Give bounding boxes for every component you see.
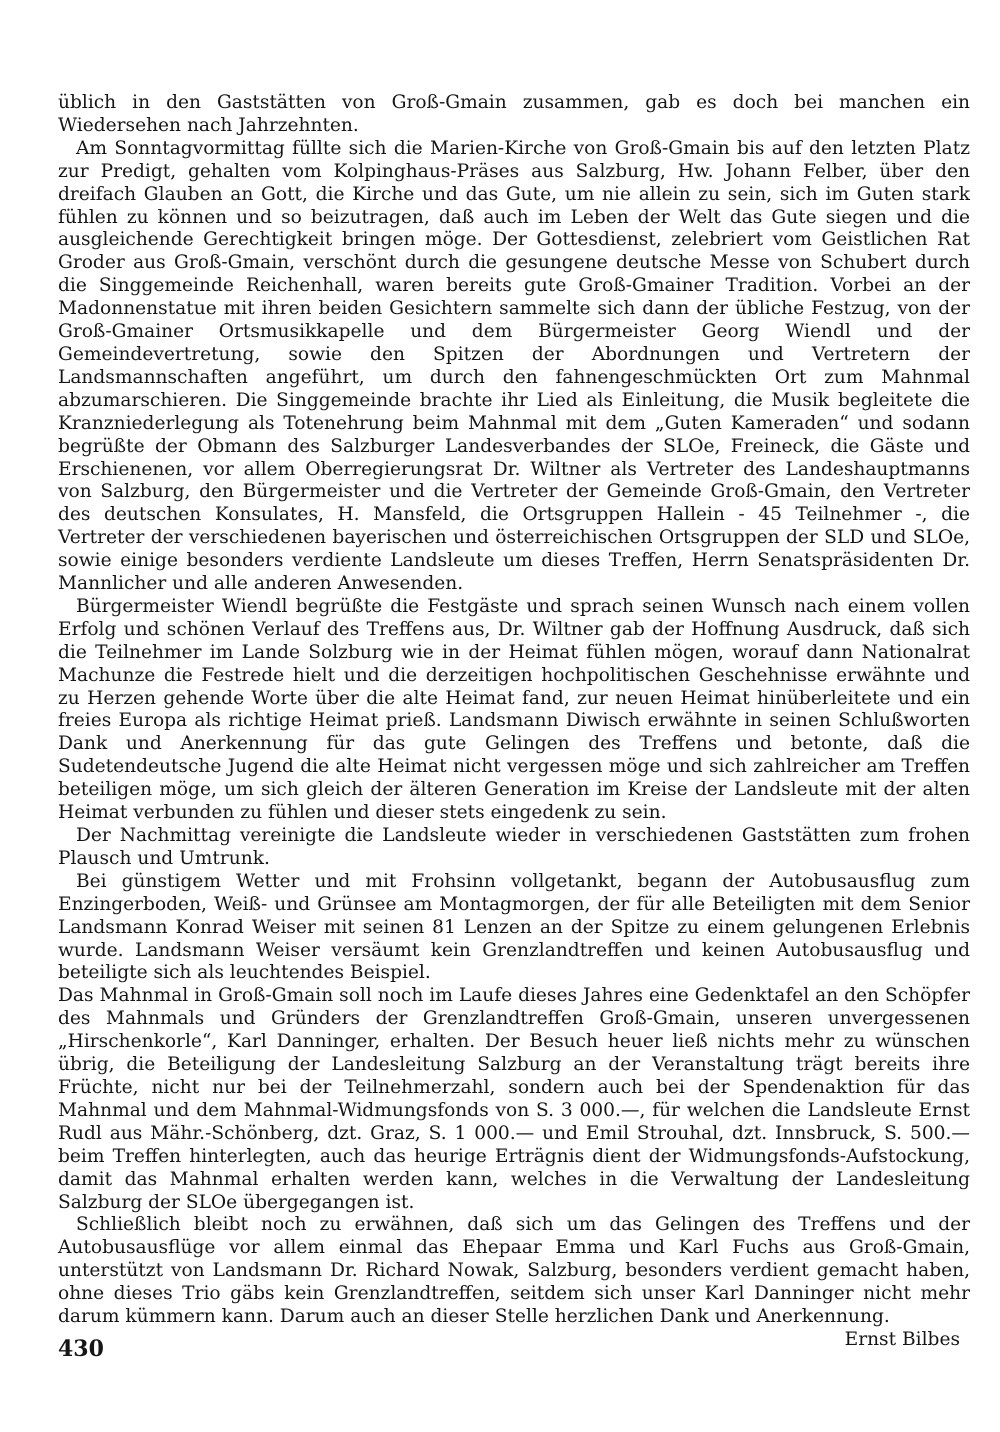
paragraph-memorial-plaque: Das Mahnmal in Groß-Gmain soll noch im Laufe dieses Jahres eine Gedenktafel an den Schöpfer des Mahnmals und Gründers der Grenzlandtreffen Groß-Gmain, unseren unvergessenen „Hirschenkorle“, Karl Danninger, erhalten. Der Besuch heuer ließ nichts mehr zu wünschen übrig, die Beteiligung der Landesleitung Salzburg an der Veranstaltung trägt bereits ihre Früchte, nicht nur bei der Teilnehmerzahl, sondern auch bei der Spendenaktion für das Mahnmal und dem Mahnmal-Widmungsfonds von S. 3 000.—, für welchen die Landsleute Ernst Rudl aus Mähr.-Schönberg, dzt. Graz, S. 1 000.— und Emil Strouhal, dzt. Innsbruck, S. 500.— beim Treffen hinterlegten, auch das heurige Erträgnis dient der Widmungsfonds-Aufstockung, damit das Mahnmal erhalten werden kann, welches in die Verwaltung der Landesleitung Salzburg der SLOe übergegangen ist.: [58, 985, 970, 1213]
author-signature: Ernst Bilbes: [844, 1328, 960, 1350]
paragraph-afternoon: Der Nachmittag vereinigte die Landsleute wieder in verschiedenen Gaststätten zum frohen Plausch und Umtrunk.: [58, 825, 970, 869]
paragraph-church-and-festzug: Am Sonntagvormittag füllte sich die Marien-Kirche von Groß-Gmain bis auf den letzten Platz zur Predigt, gehalten vom Kolpinghaus-Präses aus Salzburg, Hw. Johann Felber, über den dreifach Glauben an Gott, die Kirche und das Gute, um nie allein zu sein, sich im Guten stark fühlen zu können und so beizutragen, daß auch im Leben der Welt das Gute siegen und die ausgleichende Gerechtigkeit bringen möge. Der Gottesdienst, zelebriert vom Geistlichen Rat Groder aus Groß-Gmain, verschönt durch die gesungene deutsche Messe von Schubert durch die Singgemeinde Reichenhall, waren bereits gute Groß-Gmainer Tradition. Vorbei an der Madonnenstatue mit ihren beiden Gesichtern sammelte sich dann der übliche Festzug, von der Groß-Gmainer Ortsmusikkapelle und dem Bürgermeister Georg Wiendl und der Gemeindevertretung, sowie den Spitzen der Abordnungen und Vertretern der Landsmannschaften angeführt, um durch den fahnengeschmückten Ort zum Mahnmal abzumarschieren. Die Singgemeinde brachte ihr Lied als Einleitung, die Musik begleitete die Kranzniederlegung als Totenehrung beim Mahnmal mit dem „Guten Kameraden“ und sodann begrüßte der Obmann des Salzburger Landesverbandes der SLOe, Freineck, die Gäste und Erschienenen, vor allem Oberregierungsrat Dr. Wiltner als Vertreter des Landeshauptmanns von Salzburg, den Bürgermeister und die Vertreter der Gemeinde Groß-Gmain, den Vertreter des deutschen Konsulates, H. Mansfeld, die Ortsgruppen Hallein - 45 Teilnehmer -, die Vertreter der verschiedenen bayerischen und österreichischen Ortsgruppen der SLD und SLOe, sowie einige besonders verdiente Landsleute um dieses Treffen, Herrn Senatspräsidenten Dr. Mannlicher und alle anderen Anwesenden.: [58, 137, 970, 595]
paragraph-speeches: Bürgermeister Wiendl begrüßte die Festgäste und sprach seinen Wunsch nach einem vollen Erfolg und schönen Verlauf des Treffens aus, Dr. Wiltner gab der Hoffnung Ausdruck, daß sich die Teilnehmer im Lande Solzburg wie in der Heimat fühlen mögen, worauf dann Nationalrat Machunze die Festrede hielt und die derzeitigen hochpolitischen Geschehnisse erwähnte und zu Herzen gehende Worte über die alte Heimat fand, zur neuen Heimat hinüberleitete und ein freies Europa als richtige Heimat prieß. Landsmann Diwisch erwähnte in seinen Schlußworten Dank und Anerkennung für das gute Gelingen des Treffens und betonte, daß die Sudetendeutsche Jugend die alte Heimat nicht vergessen möge und sich zahlreicher am Treffen beteiligen möge, um sich gleich der älteren Generation im Kreise der Landsleute mit der alten Heimat verbunden zu fühlen und dieser stets eingedenk zu sein.: [58, 595, 970, 824]
page-number: 430: [58, 1336, 104, 1362]
paragraph-thanks: Schließlich bleibt noch zu erwähnen, daß sich um das Gelingen des Treffens und der Autobusausflüge vor allem einmal das Ehepaar Emma und Karl Fuchs aus Groß-Gmain, unterstützt von Landsmann Dr. Richard Nowak, Salzburg, besonders verdient gemacht haben, ohne dieses Trio gäbs kein Grenzlandtreffen, seitdem sich unser Karl Danninger nicht mehr darum kümmern kann. Darum auch an dieser Stelle herzlichen Dank und Anerkennung.: [58, 1214, 970, 1328]
article-body: [58, 92, 970, 1352]
paragraph-continuation: üblich in den Gaststätten von Groß-Gmain zusammen, gab es doch bei manchen ein Wiedersehen nach Jahrzehnten.: [58, 92, 970, 136]
paragraph-bus-excursion: Bei günstigem Wetter und mit Frohsinn vollgetankt, begann der Autobusausflug zum Enzingerboden, Weiß- und Grünsee am Montagmorgen, der für alle Beteiligten mit dem Senior Landsmann Konrad Weiser mit seinen 81 Lenzen an der Spitze zu einem gelungenen Erlebnis wurde. Landsmann Weiser versäumt kein Grenzlandtreffen und keinen Autobusausflug und beteiligte sich als leuchtendes Beispiel.: [58, 870, 970, 984]
